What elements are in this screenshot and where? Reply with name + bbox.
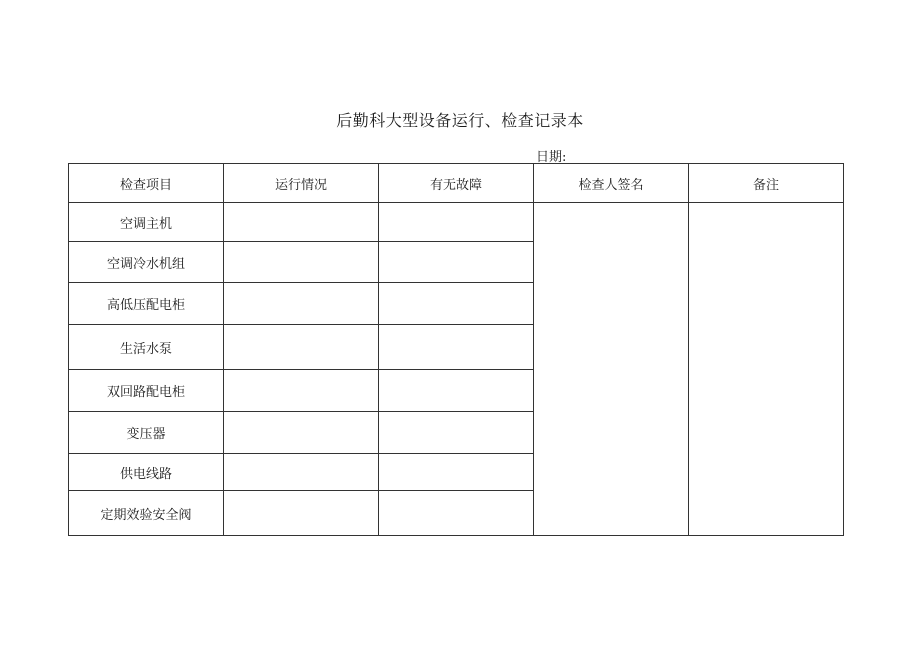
fault-cell[interactable] bbox=[379, 412, 534, 454]
item-cell: 生活水泵 bbox=[69, 325, 224, 370]
fault-cell[interactable] bbox=[379, 203, 534, 242]
status-cell[interactable] bbox=[224, 203, 379, 242]
status-cell[interactable] bbox=[224, 370, 379, 412]
table-row bbox=[69, 203, 844, 242]
fault-cell[interactable] bbox=[379, 454, 534, 491]
fault-cell[interactable] bbox=[379, 491, 534, 536]
status-cell[interactable] bbox=[224, 491, 379, 536]
header-operation-status: 运行情况 bbox=[224, 164, 379, 203]
status-cell[interactable] bbox=[224, 454, 379, 491]
item-cell: 供电线路 bbox=[69, 454, 224, 491]
item-cell: 定期效验安全阀 bbox=[69, 491, 224, 536]
inspector-signature-cell[interactable] bbox=[534, 203, 689, 536]
fault-cell[interactable] bbox=[379, 325, 534, 370]
status-cell[interactable] bbox=[224, 325, 379, 370]
remarks-cell[interactable] bbox=[689, 203, 844, 536]
item-cell: 双回路配电柜 bbox=[69, 370, 224, 412]
inspection-record-table bbox=[68, 163, 844, 536]
header-remarks: 备注 bbox=[689, 164, 844, 203]
status-cell[interactable] bbox=[224, 283, 379, 325]
item-cell: 空调冷水机组 bbox=[69, 242, 224, 283]
header-inspector-signature: 检查人签名 bbox=[534, 164, 689, 203]
fault-cell[interactable] bbox=[379, 242, 534, 283]
header-fault: 有无故障 bbox=[379, 164, 534, 203]
page-title: 后勤科大型设备运行、检查记录本 bbox=[336, 111, 584, 130]
item-cell: 高低压配电柜 bbox=[69, 283, 224, 325]
fault-cell[interactable] bbox=[379, 370, 534, 412]
item-cell: 变压器 bbox=[69, 412, 224, 454]
date-label: 日期: bbox=[536, 150, 567, 165]
fault-cell[interactable] bbox=[379, 283, 534, 325]
status-cell[interactable] bbox=[224, 242, 379, 283]
table-header-row bbox=[69, 164, 844, 203]
status-cell[interactable] bbox=[224, 412, 379, 454]
item-cell: 空调主机 bbox=[69, 203, 224, 242]
header-inspection-item: 检查项目 bbox=[69, 164, 224, 203]
